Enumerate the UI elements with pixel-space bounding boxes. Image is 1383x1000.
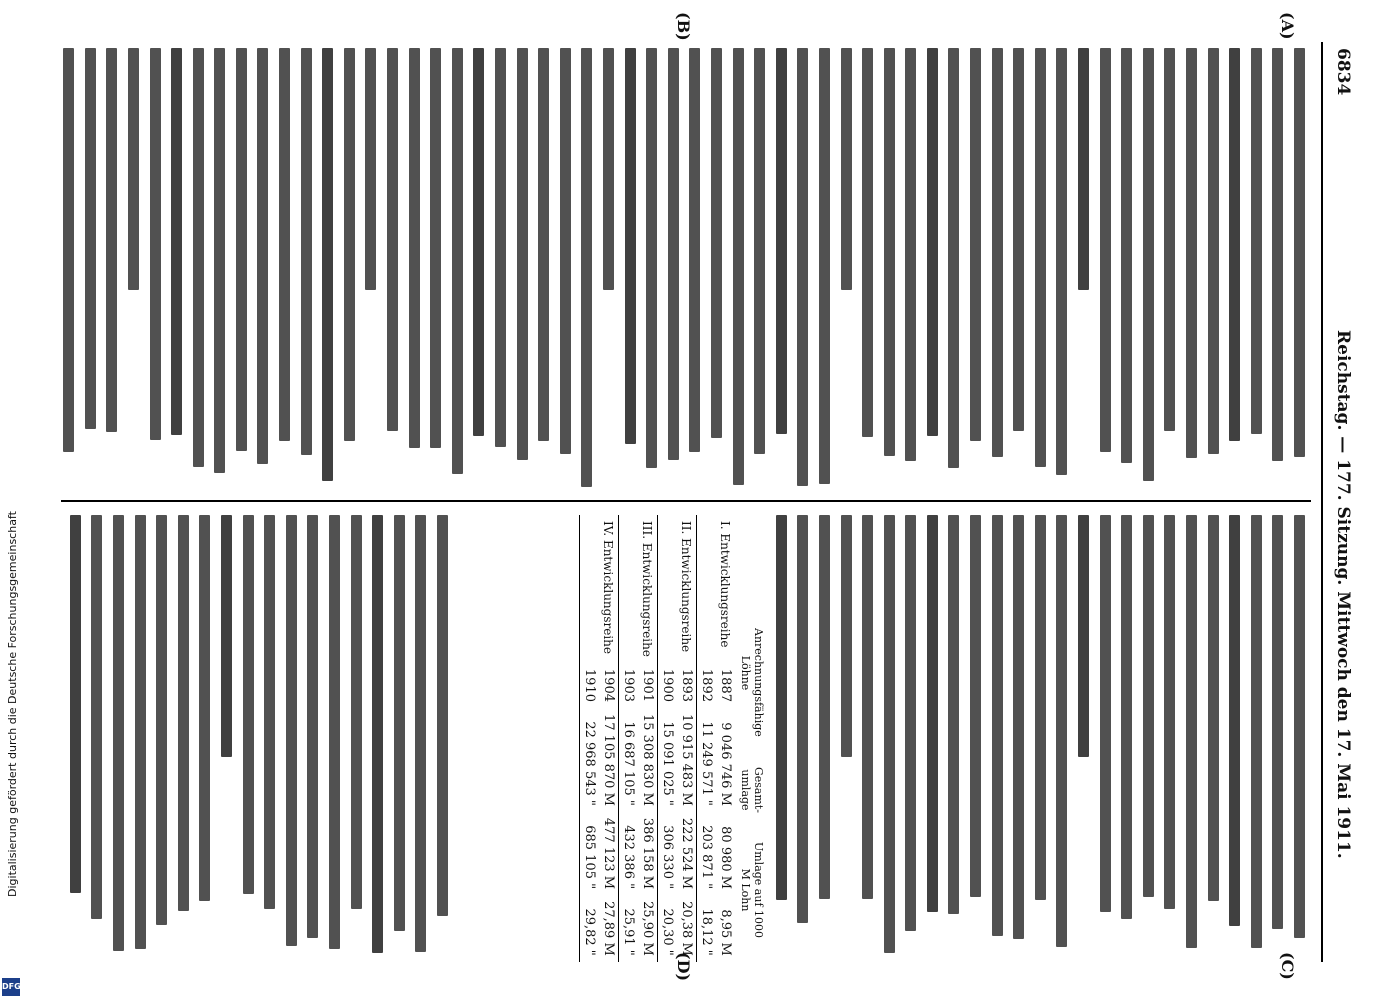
table-cell-per1000: 18,12 " <box>699 908 714 956</box>
text-line <box>517 48 528 460</box>
table-cell-year: 1903 <box>621 668 636 702</box>
table-cell-group: I. Entwicklungsreihe <box>718 521 733 648</box>
table-cell-per1000: 29,82 " <box>582 908 597 956</box>
table-cell-wages: 10 915 483 M <box>679 714 694 806</box>
table-cell-wages: 17 105 870 M <box>601 714 616 806</box>
text-line <box>473 48 484 436</box>
text-line <box>1013 515 1024 939</box>
dfg-logo: DFG <box>2 978 20 996</box>
table-cell-group <box>697 515 717 663</box>
table-cell-wages: 22 968 543 " <box>582 721 597 806</box>
table-cell-levy: 432 386 " <box>621 825 636 890</box>
text-line <box>1164 515 1175 909</box>
text-line <box>949 48 960 468</box>
table-cell-levy: 386 158 M <box>640 817 655 890</box>
text-line <box>797 515 808 923</box>
text-line <box>1035 48 1046 467</box>
margin-marker-a: (A) <box>1278 12 1297 40</box>
text-line <box>841 515 852 757</box>
text-line <box>1078 515 1089 757</box>
text-line <box>862 48 873 437</box>
text-line <box>178 515 189 911</box>
table-cell-wages: 15 308 830 M <box>640 714 655 806</box>
text-line <box>1056 48 1067 475</box>
text-line <box>538 48 549 441</box>
text-line <box>128 48 139 290</box>
text-line <box>1143 48 1154 481</box>
text-line <box>1251 48 1262 434</box>
text-line <box>70 515 81 893</box>
text-line <box>949 515 960 914</box>
right-column-text-bottom <box>59 515 448 955</box>
text-line <box>1251 515 1262 948</box>
table-cell-group: III. Entwicklungsreihe <box>640 521 655 657</box>
table-cell-wages: 15 091 025 " <box>660 721 675 806</box>
table-cell-group <box>619 515 639 663</box>
table-cell-year: 1887 <box>718 668 733 702</box>
text-line <box>970 48 981 441</box>
table-cell-per1000: 27,89 M <box>601 901 616 956</box>
table-header-levy: Gesamt-umlage <box>739 766 765 814</box>
text-line <box>819 48 830 484</box>
text-line <box>560 48 571 454</box>
text-line <box>754 48 765 454</box>
text-line <box>884 515 895 953</box>
text-line <box>351 515 362 909</box>
digitization-caption-text: Digitalisierung gefördert durch die Deutsche Forschungsgemeinschaft <box>6 511 19 897</box>
text-line <box>85 48 96 429</box>
table-header-wages: Anrechnungsfähige Löhne <box>739 628 765 737</box>
text-line <box>603 48 614 290</box>
text-line <box>150 48 161 440</box>
text-line <box>1056 515 1067 947</box>
text-line <box>1186 515 1197 948</box>
table-cell-levy: 222 524 M <box>679 817 694 890</box>
text-line <box>243 515 254 894</box>
text-line <box>905 48 916 461</box>
table-cell-year: 1904 <box>601 668 616 702</box>
text-line <box>415 515 426 952</box>
text-line <box>668 48 679 460</box>
table-row <box>658 515 678 962</box>
text-line <box>1121 515 1132 919</box>
text-line <box>927 48 938 436</box>
table-cell-per1000: 25,91 " <box>621 908 636 956</box>
text-line <box>992 48 1003 457</box>
text-line <box>776 48 787 434</box>
text-line <box>625 48 636 444</box>
text-line <box>344 48 355 441</box>
text-line <box>236 48 247 451</box>
page-number: 6834 <box>1333 48 1353 96</box>
table-cell-group <box>580 515 600 663</box>
table-row <box>619 515 639 962</box>
text-line <box>992 515 1003 936</box>
text-line <box>1208 48 1219 454</box>
table-row <box>677 515 697 962</box>
text-line <box>387 48 398 431</box>
text-line <box>264 515 275 909</box>
text-line <box>1078 48 1089 290</box>
text-line <box>1208 515 1219 901</box>
text-line <box>301 48 312 455</box>
table-row <box>599 515 619 962</box>
table-cell-group: IV. Entwicklungsreihe <box>601 521 616 654</box>
text-line <box>365 48 376 290</box>
text-line <box>171 48 182 435</box>
text-line <box>1121 48 1132 463</box>
text-line <box>1272 515 1283 929</box>
text-line <box>1100 48 1111 452</box>
text-line <box>884 48 895 456</box>
table-cell-wages: 11 249 571 " <box>699 721 714 806</box>
text-line <box>322 48 333 481</box>
table-cell-year: 1901 <box>640 668 655 702</box>
text-line <box>797 48 808 486</box>
text-line <box>1229 515 1240 926</box>
digitization-caption <box>6 20 26 970</box>
text-line <box>329 515 340 949</box>
header-rule <box>1321 42 1323 962</box>
text-line <box>1294 515 1305 938</box>
text-line <box>156 515 167 925</box>
margin-marker-c: (C) <box>1278 952 1297 980</box>
text-line <box>819 515 830 899</box>
text-line <box>841 48 852 290</box>
margin-marker-b: (B) <box>674 12 693 41</box>
page-title: Reichstag. — 177. Sitzung. Mittwoch den 17. Mai 1911. <box>1333 330 1353 859</box>
table-cell-levy: 80 980 M <box>718 826 733 890</box>
text-line <box>394 515 405 931</box>
text-line <box>1229 48 1240 441</box>
text-line <box>193 48 204 467</box>
margin-marker-d: (D) <box>674 952 693 982</box>
text-line <box>1294 48 1305 457</box>
table-cell-year: 1892 <box>699 668 714 702</box>
table-row <box>716 515 735 962</box>
table-cell-levy: 306 330 " <box>660 825 675 890</box>
text-line <box>733 48 744 485</box>
table-header-per1000: Umlage auf 1000 M Lohn <box>739 841 765 939</box>
text-line <box>279 48 290 441</box>
text-line <box>970 515 981 897</box>
text-line <box>689 48 700 452</box>
table-cell-per1000: 8,95 M <box>718 909 733 956</box>
column-divider <box>61 500 1311 502</box>
text-line <box>258 48 269 464</box>
text-line <box>1272 48 1283 461</box>
text-line <box>1013 48 1024 431</box>
table-cell-levy: 477 123 M <box>601 817 616 890</box>
table-cell-per1000: 20,38 M <box>679 901 694 956</box>
text-line <box>113 515 124 951</box>
left-column-text <box>53 48 1305 488</box>
text-line <box>437 515 448 916</box>
table-cell-year: 1910 <box>582 668 597 702</box>
text-line <box>862 515 873 899</box>
table-cell-group <box>658 515 678 663</box>
text-line <box>63 48 74 452</box>
text-line <box>711 48 722 438</box>
table-row <box>697 515 717 962</box>
text-line <box>106 48 117 432</box>
text-line <box>307 515 318 938</box>
table-cell-group: II. Entwicklungsreihe <box>679 521 694 653</box>
text-line <box>452 48 463 474</box>
text-line <box>927 515 938 912</box>
text-line <box>1164 48 1175 431</box>
table-row <box>580 515 600 962</box>
right-column-text-top <box>765 515 1305 955</box>
table-cell-levy: 685 105 " <box>582 825 597 890</box>
table-cell-per1000: 25,90 M <box>640 901 655 956</box>
text-line <box>92 515 103 919</box>
text-line <box>495 48 506 447</box>
text-line <box>1186 48 1197 458</box>
text-line <box>135 515 146 949</box>
table-cell-levy: 203 871 " <box>699 825 714 890</box>
text-line <box>1100 515 1111 912</box>
table-cell-year: 1893 <box>679 668 694 702</box>
table-cell-wages: 9 046 746 M <box>718 722 733 806</box>
text-line <box>776 515 787 900</box>
text-line <box>286 515 297 946</box>
text-line <box>372 515 383 953</box>
text-line <box>581 48 592 487</box>
text-line <box>221 515 232 757</box>
text-line <box>1035 515 1046 900</box>
table-cell-per1000: 20,30 " <box>660 908 675 956</box>
table-row <box>638 515 658 962</box>
text-line <box>214 48 225 473</box>
text-line <box>1143 515 1154 897</box>
table-cell-year: 1900 <box>660 668 675 702</box>
text-line <box>905 515 916 931</box>
text-line <box>646 48 657 468</box>
text-line <box>409 48 420 448</box>
text-line <box>430 48 441 448</box>
text-line <box>199 515 210 901</box>
statistics-table <box>579 515 735 962</box>
table-cell-wages: 16 687 105 " <box>621 721 636 806</box>
